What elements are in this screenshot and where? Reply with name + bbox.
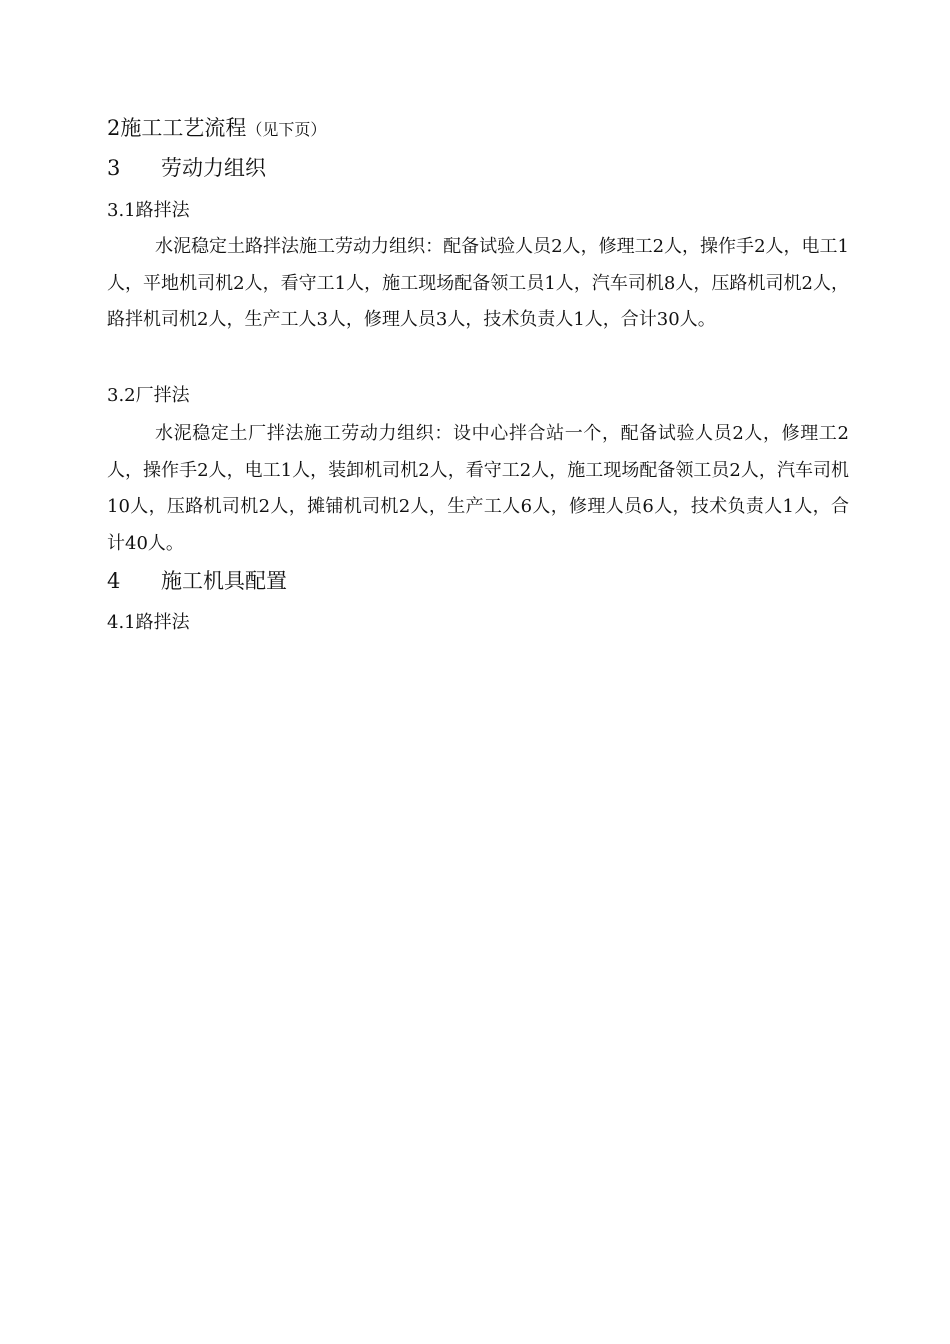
section-4-number: 4 [107, 569, 121, 593]
section-2-note: （见下页） [246, 120, 327, 139]
section-4-title: 施工机具配置 [161, 569, 287, 593]
section-4-heading [107, 568, 847, 594]
section-3-title: 劳动力组织 [161, 156, 266, 180]
section-3-2-heading: 3.2厂拌法 [107, 385, 190, 406]
section-3-1-heading: 3.1路拌法 [107, 200, 190, 221]
section-2-number: 2 [107, 116, 121, 140]
section-3-number: 3 [107, 156, 121, 180]
section-2-heading [107, 115, 847, 143]
section-4-1-heading: 4.1路拌法 [107, 612, 190, 633]
section-2-title: 施工工艺流程 [120, 116, 247, 140]
section-3-heading [107, 155, 847, 181]
section-3-1-paragraph: 水泥稳定土路拌法施工劳动力组织：配备试验人员2人，修理工2人，操作手2人，电工1人，平地机司机2人，看守工1人，施工现场配备领工员1人，汽车司机8人，压路机司机2人，路拌机司机2人，生产工人3人，修理人员3人，技术负责人1人，合计30人。 [107, 236, 849, 330]
section-3-2-paragraph: 水泥稳定土厂拌法施工劳动力组织：设中心拌合站一个，配备试验人员2人，修理工2人，操作手2人，电工1人，装卸机司机2人，看守工2人，施工现场配备领工员2人，汽车司机10人，压路机司机2人，摊铺机司机2人，生产工人6人，修理人员6人，技术负责人1人，合计40人。 [107, 423, 849, 554]
